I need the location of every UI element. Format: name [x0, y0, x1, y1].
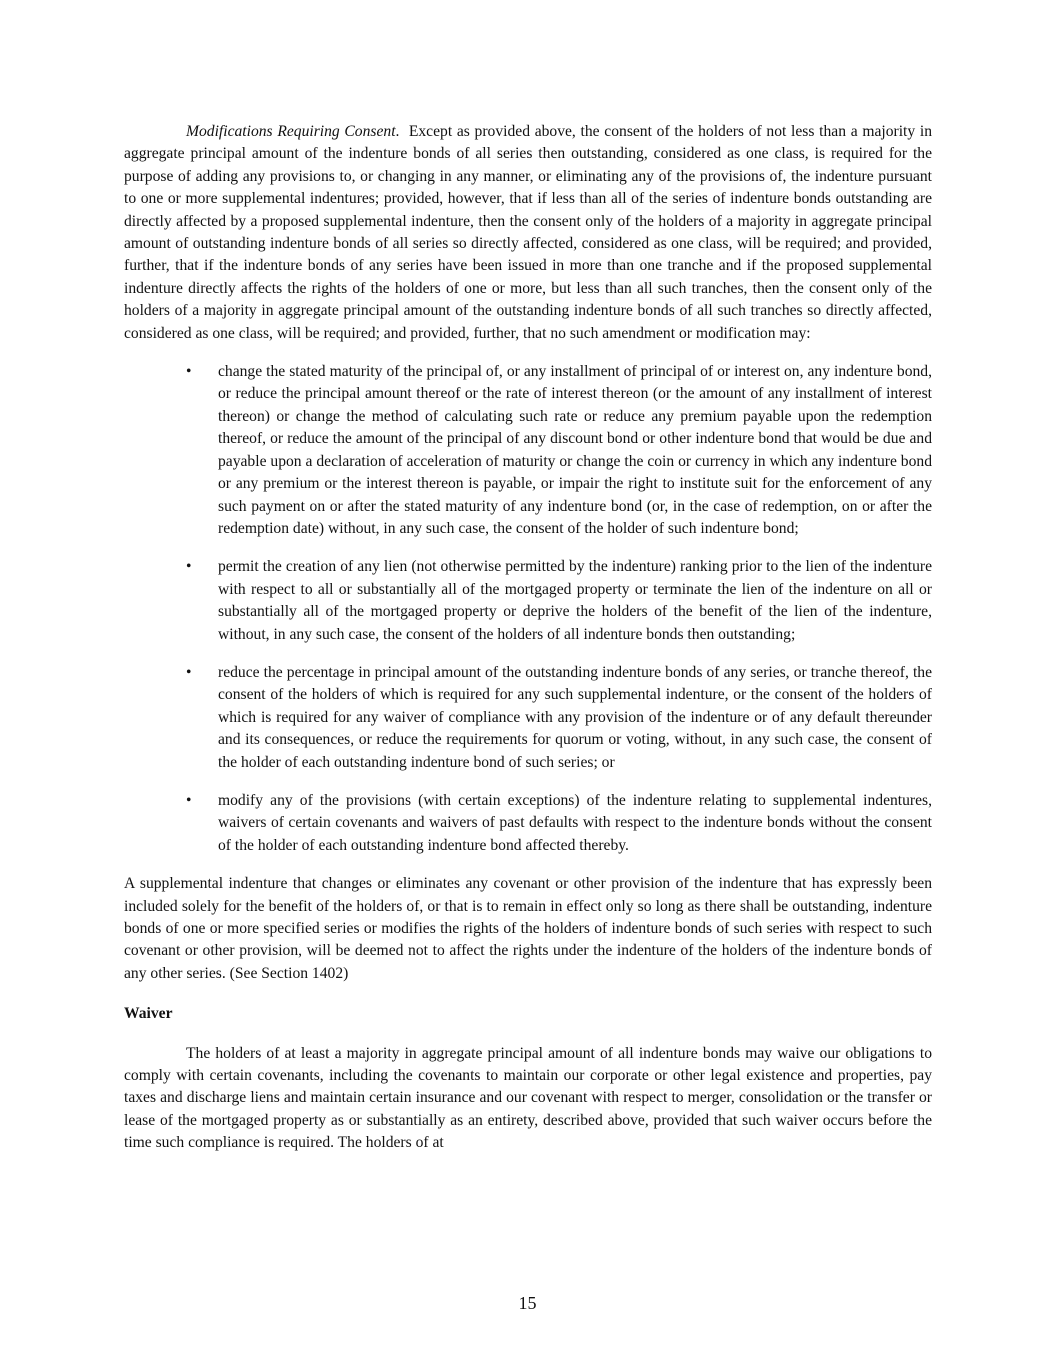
list-item [124, 662, 932, 774]
waiver-paragraph: The holders of at least a majority in aggregate principal amount of all indenture bonds may waive our obligations to comply with certain covenants, including the covenants to maintain our corporate or other legal existence and properties, pay taxes and discharge liens and maintain certain insurance and our covenant with respect to merger, consolidation or the transfer or lease of the mortgaged property as or substantially as an entirety, described above, provided that such waiver occurs before the time such compliance is required. The holders of at [124, 1044, 932, 1152]
bullet-icon: • [186, 663, 192, 681]
document-page [124, 121, 932, 1155]
bullet-icon: • [186, 791, 192, 809]
list-item [124, 790, 932, 857]
list-item-text: change the stated maturity of the principal of, or any installment of principal of or interest on, any indenture bond, or reduce the principal amount thereof or the rate of interest thereon (or the amount of any installment of interest thereon) or change the method of calculating such rate or reduce any premium payable upon the redemption thereof, or reduce the amount of the principal of any discount bond or other indenture bond that would be due and payable upon a declaration of acceleration of maturity or change the coin or currency in which any indenture bond or any premium or the interest thereon is payable, or impair the right to institute suit for the enforcement of any such payment on or after the stated maturity of any indenture bond (or, in the case of redemption, on or after the redemption date) without, in any such case, the consent of the holder of such indenture bond; [218, 363, 932, 537]
page-number: 15 [518, 1293, 537, 1313]
list-item-text: permit the creation of any lien (not otherwise permitted by the indenture) ranking prior to the lien of the indenture with respect to all or substantially all of the mortgaged property or terminate the lien of the indenture on all or substantially all of the mortgaged property or deprive the holders of the benefit of the lien of the indenture, without, in any such case, the consent of the holders of all indenture bonds then outstanding; [218, 558, 932, 643]
waiver-heading: Waiver [124, 1005, 173, 1023]
supplemental-indenture-paragraph: A supplemental indenture that changes or eliminates any covenant or other provision of the indenture that has expressly been included solely for the benefit of the holders of, or that is to remain in effect only so long as there shall be outstanding, indenture bonds of one or more specified series or modifies the rights of the holders of indenture bonds of such series with respect to such covenant or other provision, will be deemed not to affect the rights under the indenture of the holders of the indenture bonds of any other series. (See Section 1402) [124, 875, 932, 982]
list-item-text: modify any of the provisions (with certain exceptions) of the indenture relating to supplemental indentures, waivers of certain covenants and waivers of past defaults with respect to the indenture bonds without the consent of the holder of each outstanding indenture bond affected thereby. [218, 791, 932, 854]
list-item [124, 556, 932, 646]
modifications-lead-in: Modifications Requiring Consent [186, 123, 396, 140]
list-item-text: reduce the percentage in principal amount of the outstanding indenture bonds of any series, or tranche thereof, the consent of the holders of which is required for any such supplemental indenture, or the consent of the holders of which is required for any waiver of compliance with any provision of the indenture or of any default thereunder and its consequences, or reduce the requirements for quorum or voting, without, in any such case, the consent of the holder of each outstanding indenture bond of such series; or [218, 663, 932, 771]
list-item [124, 361, 932, 540]
modifications-paragraph [124, 121, 932, 345]
amendment-restrictions-list [124, 361, 932, 857]
bullet-icon: • [186, 363, 192, 381]
bullet-icon: • [186, 558, 192, 576]
lead-in-punctuation: . [395, 123, 409, 140]
modifications-text: Except as provided above, the consent of the holders of not less than a majority in aggregate principal amount of the indenture bonds of all series then outstanding, considered as one class, is required for the purpose of adding any provisions to, or changing in any manner, or eliminating any of the provisions of, the indenture pursuant to one or more supplemental indentures; provided, however, that if less than all of the series of indenture bonds outstanding are directly affected by a proposed supplemental indenture, then the consent only of the holders of a majority in aggregate principal amount of outstanding indenture bonds of all series so directly affected, considered as one class, will be required; and provided, further, that if the indenture bonds of any series have been issued in more than one tranche and if the proposed supplemental indenture directly affects the rights of the holders of one or more, but less than all such tranches, then the consent only of the holders of a majority in aggregate principal amount of the outstanding indenture bonds of all such tranches so directly affected, considered as one class, will be required; and provided, further, that no such amendment or modification may: [124, 123, 933, 342]
